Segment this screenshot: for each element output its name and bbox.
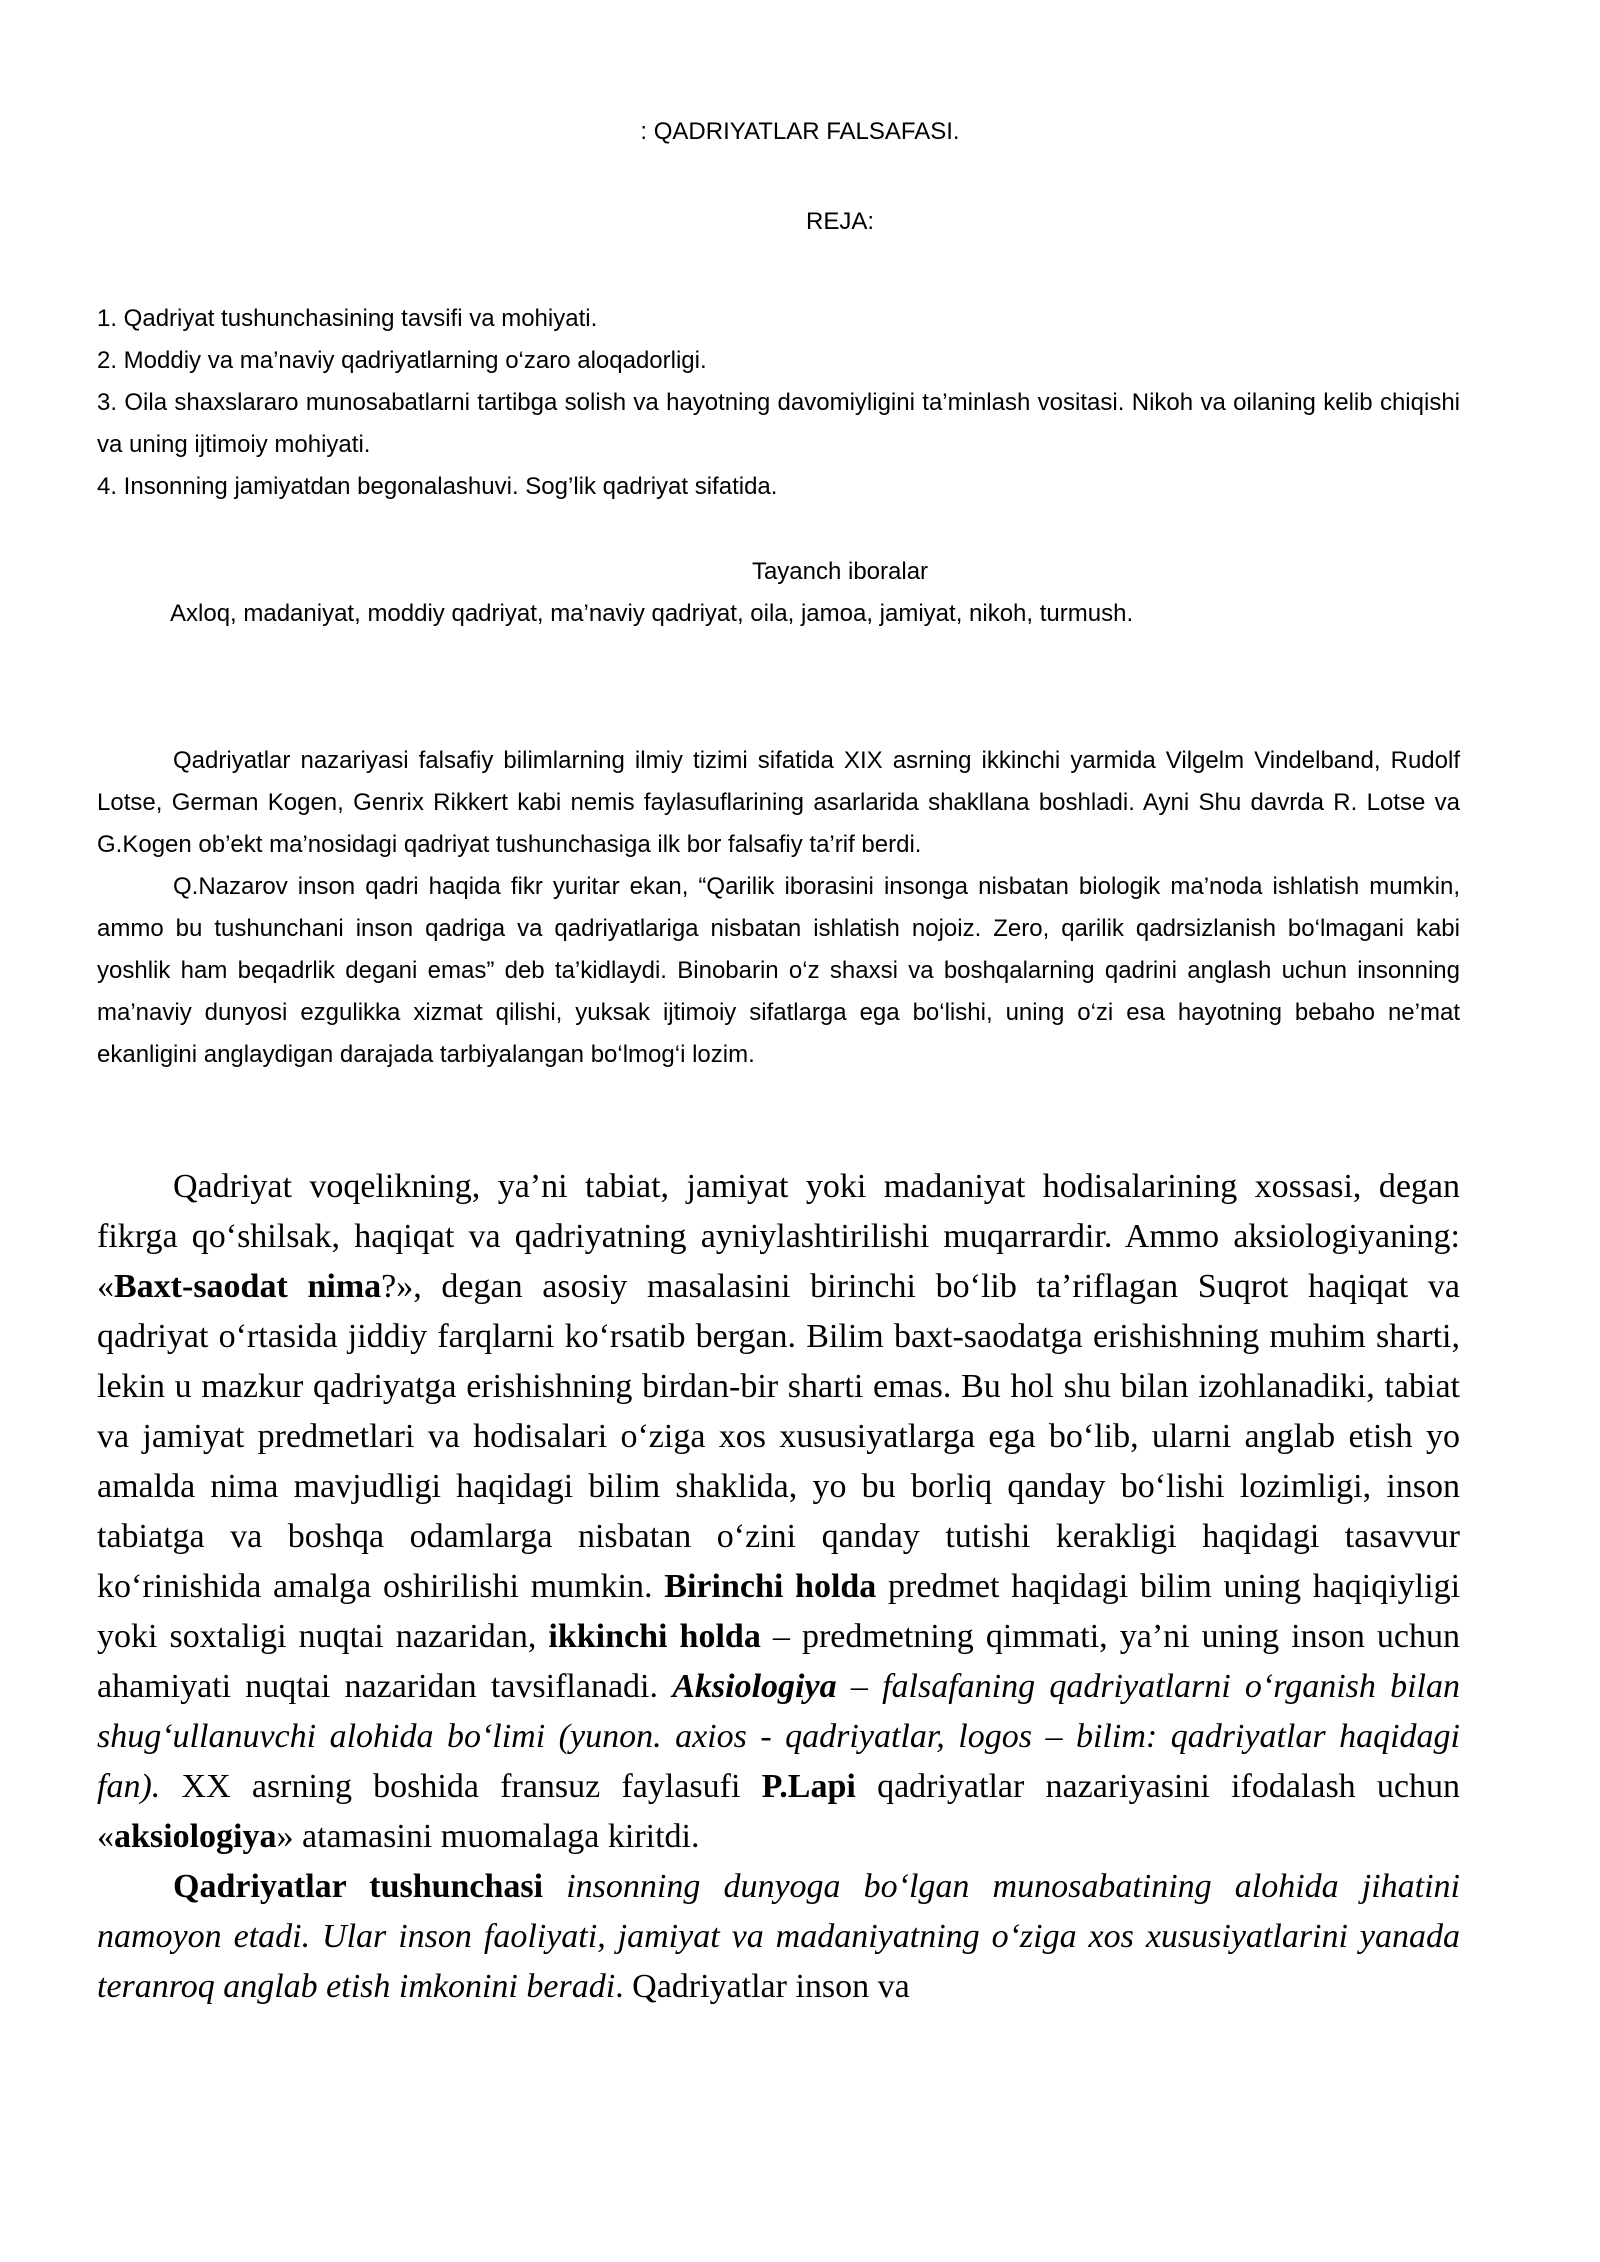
text-run: qadriyatlar nazariyasini ifodalash uchun « — [97, 1768, 1460, 1855]
intro-paragraph: Q.Nazarov inson qadri haqida fikr yuritar ekan, “Qarilik iborasini insonga nisbatan biologik ma’noda ishlatish mumkin, ammo bu tushunchani inson qadriga va qadriyatlariga nisbatan ishlatish nojoiz. Zero, qarilik qadrsizlanish bo‘lmagani kabi yoshlik ham beqadrlik degani emas” deb ta’kidlaydi. Binobarin o‘z shaxsi va boshqalarning qadrini anglash uchun insonning ma’naviy dunyosi ezgulikka xizmat qilishi, yuksak ijtimoiy sifatlarga ega bo‘lishi, uning o‘zi esa hayotning bebaho ne’mat ekanligini anglaydigan darajada tarbiyalangan bo‘lmog‘i lozim. — [97, 873, 1460, 1068]
text-run: » atamasini muomalaga kiritdi. — [276, 1818, 700, 1855]
text-run: Qadriyat voqelikning, ya’ni tabiat, jamiyat yoki madaniyat hodisalarining xossasi, degan fikrga qo‘shilsak, haqiqat va qadriyatning ayniylashtirilishi muqarrardir. Ammo aksiologiyaning: « — [97, 1168, 1460, 1305]
main-paragraph — [97, 1862, 1460, 2012]
plan-list — [97, 298, 1460, 508]
intro-section — [97, 740, 1460, 1076]
text-run: . Qadriyatlar inson va — [615, 1968, 910, 2005]
bold-italic-run — [672, 1668, 836, 1705]
keywords-heading: Tayanch iboralar — [751, 558, 929, 585]
term-aksiologiya: Aksiologiya — [672, 1668, 837, 1705]
text-run: predmet haqidagi bilim uning haqiqiyligi yoki soxtaligi nuqtai nazaridan, — [97, 1568, 1461, 1655]
text-run: XX asrning boshida fransuz faylasufi — [160, 1768, 762, 1805]
bold-run: Birinchi holda — [664, 1568, 877, 1605]
bold-run: P.Lapi — [761, 1768, 856, 1805]
plan-item: 4. Insonning jamiyatdan begonalashuvi. Sog’lik qadriyat sifatida. — [97, 473, 778, 500]
plan-item: 3. Oila shaxslararo munosabatlarni tartibga solish va hayotning davomiyligini ta’minlash vositasi. Nikoh va oilaning kelib chiqishi va uning ijtimoiy mohiyati. — [97, 389, 1460, 458]
bold-run: aksiologiya — [114, 1818, 277, 1855]
document-title: : QADRIYATLAR FALSAFASI. — [640, 118, 960, 145]
plan-heading: REJA: — [805, 208, 874, 235]
intro-paragraph: Qadriyatlar nazariyasi falsafiy bilimlarning ilmiy tizimi sifatida XIX asrning ikkinchi yarmida Vilgelm Vindelband, Rudolf Lotse, German Kogen, Genrix Rikkert kabi nemis faylasuflarining asarlarida shakllana boshladi. Ayni Shu davrda R. Lotse va G.Kogen ob’ekt ma’nosidagi qadriyat tushunchasiga ilk bor falsafiy ta’rif berdi. — [97, 747, 1460, 858]
plan-item: 2. Moddiy va ma’naviy qadriyatlarning o‘zaro aloqadorligi. — [97, 347, 707, 374]
bold-run: Qadriyatlar tushunchasi — [173, 1868, 544, 1905]
bold-run: ikkinchi holda — [548, 1618, 761, 1655]
text-run: – predmetning qimmati, ya’ni uning inson uchun ahamiyati nuqtai nazaridan tavsiflanadi. — [97, 1618, 1460, 1705]
text-run: ?», degan asosiy masalasini birinchi bo‘lib ta’riflagan Suqrot haqiqat va qadriyat o‘rtasida jiddiy farqlarni ko‘rsatib bergan. Bilim baxt-saodatga erishishning muhim sharti, lekin u mazkur qadriyatga erishishning birdan-bir sharti emas. Bu hol shu bilan izohlanadiki, tabiat va jamiyat predmetlari va hodisalari o‘ziga xos xususiyatlarga ega bo‘lib, ularni anglab etish yo amalda nima mavjudligi haqidagi bilim shaklida, yo bu borliq qanday bo‘lishi lozimligi, inson tabiatga va boshqa odamlarga nisbatan o‘zini qanday tutishi kerakligi haqidagi tasavvur ko‘rinishida amalga oshirilishi mumkin. — [97, 1268, 1460, 1605]
italic-run: insonning dunyoga bo‘lgan munosabatining alohida jihatini namoyon etadi. Ular inson faoliyati, jamiyat va madaniyatning o‘ziga xos xususiyatlarini yanada teranroq anglab etish imkonini beradi — [97, 1868, 1460, 2005]
main-section — [97, 1162, 1460, 2012]
keywords-text: Axloq, madaniyat, moddiy qadriyat, ma’naviy qadriyat, oila, jamoa, jamiyat, nikoh, turmush. — [170, 600, 1134, 627]
plan-item: 1. Qadriyat tushunchasining tavsifi va mohiyati. — [97, 305, 598, 332]
bold-run: Baxt-saodat nima — [114, 1268, 382, 1305]
main-paragraph — [97, 1162, 1460, 1862]
italic-run: – falsafaning qadriyatlarni o‘rganish bilan shug‘ullanuvchi alohida bo‘limi (yunon. axios - qadriyatlar, logos – bilim: qadriyatlar haqidagi fan). — [97, 1668, 1461, 1805]
